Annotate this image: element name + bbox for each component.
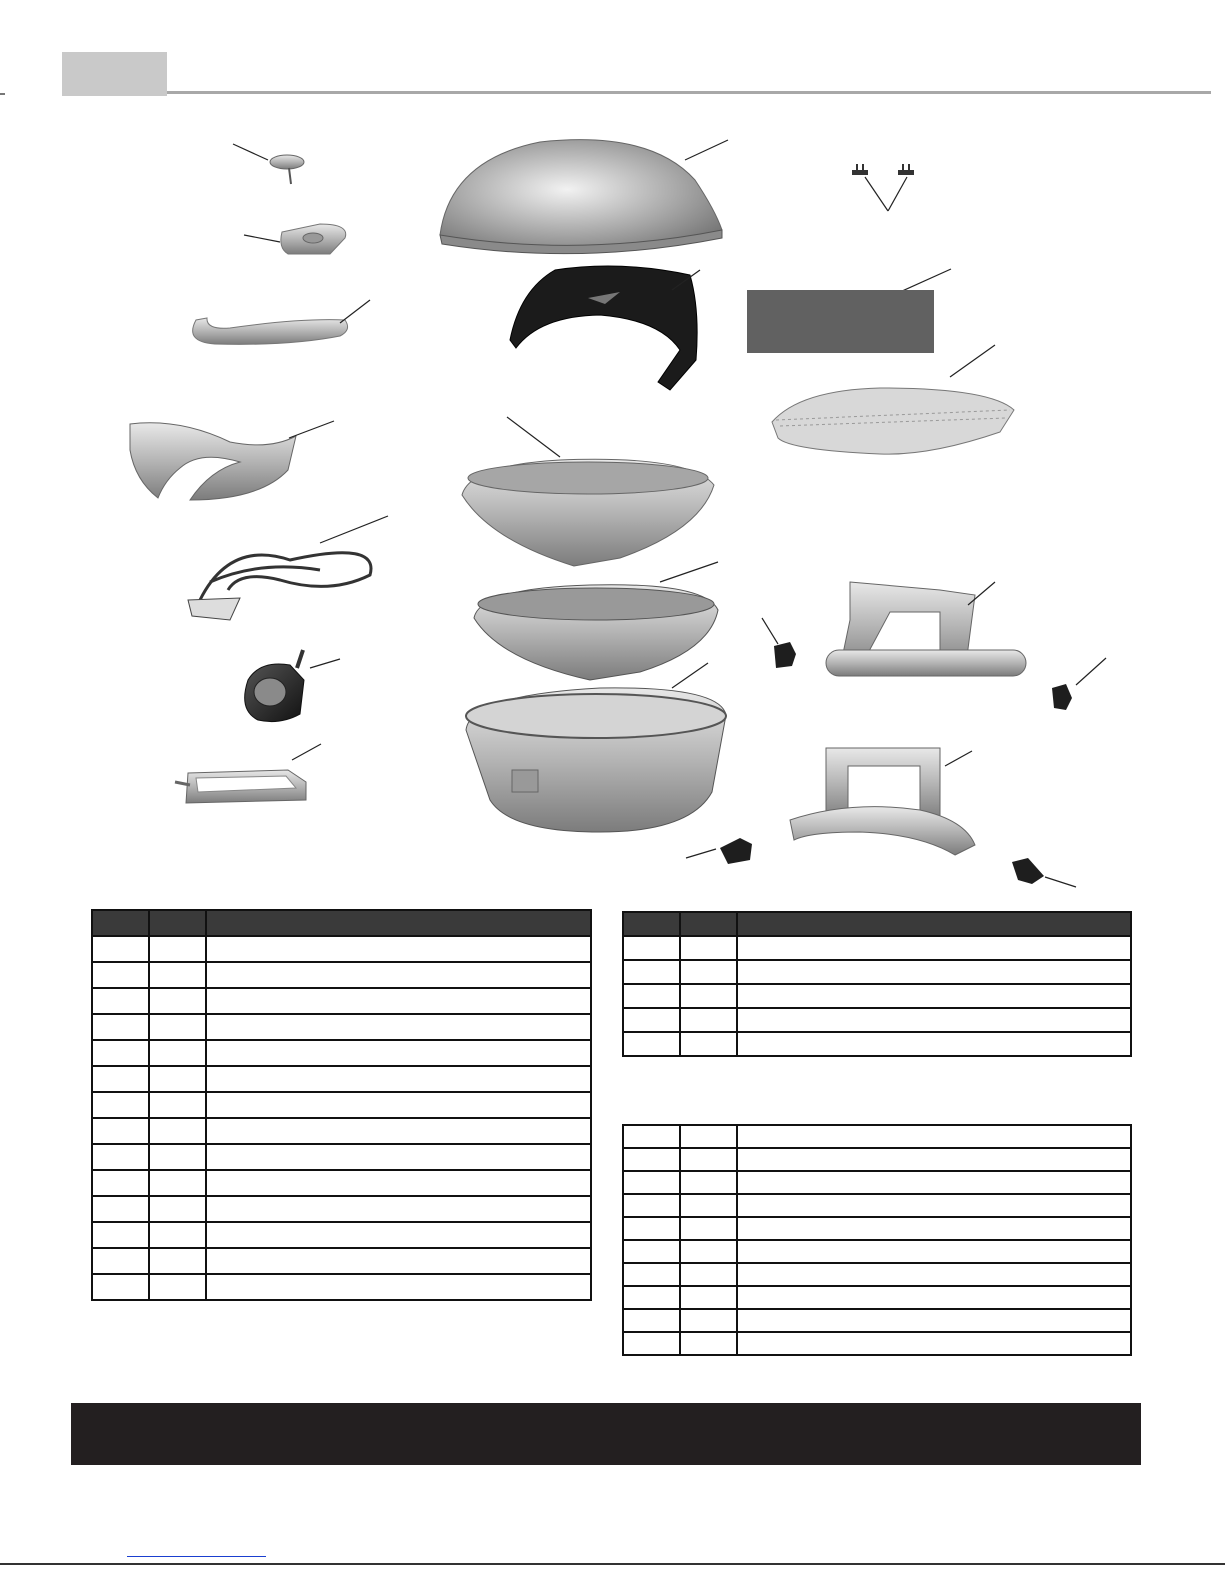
cell-key (92, 1144, 149, 1170)
cell-description (206, 1248, 591, 1274)
cell-description (737, 1148, 1131, 1171)
cell-qty (680, 1032, 737, 1056)
cell-description (737, 1171, 1131, 1194)
cell-qty (149, 1092, 206, 1118)
table-row (623, 1194, 1131, 1217)
footer-banner (71, 1403, 1141, 1465)
cell-key (92, 1248, 149, 1274)
table-row (92, 1118, 591, 1144)
cell-description (737, 984, 1131, 1008)
footer-link-underline[interactable] (127, 1556, 266, 1557)
cell-key (623, 984, 680, 1008)
cell-qty (149, 1118, 206, 1144)
parts-table-primary (91, 909, 592, 1301)
table-row (623, 1148, 1131, 1171)
cell-qty (149, 962, 206, 988)
table-row (623, 1263, 1131, 1286)
cell-key (623, 1194, 680, 1217)
cell-description (206, 936, 591, 962)
cell-description (737, 1286, 1131, 1309)
heating-element-icon (188, 516, 388, 620)
cell-qty (680, 1263, 737, 1286)
table-row (623, 1240, 1131, 1263)
cell-description (206, 1092, 591, 1118)
table-row (623, 1171, 1131, 1194)
table-row (623, 1032, 1131, 1056)
table-row (92, 1248, 591, 1274)
cell-description (737, 1240, 1131, 1263)
cell-key (92, 1118, 149, 1144)
cell-description (737, 1263, 1131, 1286)
cell-key (92, 1222, 149, 1248)
cell-description (737, 1194, 1131, 1217)
heat-shield-icon (510, 266, 700, 390)
cell-key (92, 1196, 149, 1222)
bottom-rule (0, 1563, 1225, 1565)
cell-description (206, 1170, 591, 1196)
cell-description (737, 1309, 1131, 1332)
table-row (92, 936, 591, 962)
table-row (92, 1014, 591, 1040)
cell-qty (149, 1196, 206, 1222)
cell-description (206, 1014, 591, 1040)
cell-description (737, 936, 1131, 960)
cell-key (92, 1014, 149, 1040)
cell-qty (149, 1170, 206, 1196)
cell-qty (149, 1144, 206, 1170)
table-row (92, 1144, 591, 1170)
col-header-key (92, 910, 149, 936)
callout-box (747, 290, 934, 353)
cell-key (623, 1125, 680, 1148)
cell-description (206, 1222, 591, 1248)
cell-key (623, 1008, 680, 1032)
cell-qty (149, 1066, 206, 1092)
cell-qty (149, 1274, 206, 1300)
leg-bracket-icon (826, 582, 1026, 676)
cell-key (623, 1263, 680, 1286)
cell-description (206, 1118, 591, 1144)
table-header-row (92, 910, 591, 936)
table-row (92, 1066, 591, 1092)
cell-key (623, 1217, 680, 1240)
knob-cap-icon (233, 144, 304, 184)
cell-key (92, 1274, 149, 1300)
cell-key (92, 936, 149, 962)
col-header-description (206, 910, 591, 936)
cell-description (206, 1040, 591, 1066)
cell-description (206, 962, 591, 988)
cell-qty (680, 960, 737, 984)
cell-key (623, 1240, 680, 1263)
col-header-qty (680, 912, 737, 936)
table-row (623, 960, 1131, 984)
header-rule (167, 91, 1211, 94)
cell-qty (149, 988, 206, 1014)
margin-tick (0, 93, 5, 95)
table-row (92, 1196, 591, 1222)
table-header-row (623, 912, 1131, 936)
cell-description (737, 960, 1131, 984)
leg-bracket-icon (790, 748, 975, 855)
table-row (92, 1274, 591, 1300)
cell-description (206, 1274, 591, 1300)
parts-table-secondary (622, 911, 1132, 1057)
cell-qty (149, 1040, 206, 1066)
table-row (92, 962, 591, 988)
bezel-icon (244, 224, 346, 254)
cell-qty (149, 1014, 206, 1040)
cell-key (92, 1170, 149, 1196)
shield-icon (130, 421, 334, 500)
cell-description (737, 1008, 1131, 1032)
col-header-qty (149, 910, 206, 936)
screw-icon (852, 164, 914, 211)
cell-qty (680, 1125, 737, 1148)
cell-qty (680, 1171, 737, 1194)
cell-description (737, 1125, 1131, 1148)
cell-description (737, 1032, 1131, 1056)
cell-description (206, 988, 591, 1014)
cell-description (206, 1144, 591, 1170)
cell-key (92, 1040, 149, 1066)
table-row (623, 1125, 1131, 1148)
cell-qty (680, 1286, 737, 1309)
inner-bowl-icon (474, 562, 718, 680)
cell-key (92, 962, 149, 988)
cell-qty (680, 1240, 737, 1263)
parts-table-tertiary (622, 1124, 1132, 1356)
cell-qty (680, 1194, 737, 1217)
cell-key (623, 1148, 680, 1171)
temperature-control-icon (245, 650, 340, 722)
cell-key (623, 1032, 680, 1056)
cell-key (92, 1066, 149, 1092)
col-header-description (737, 912, 1131, 936)
cell-key (623, 1309, 680, 1332)
table-row (623, 1008, 1131, 1032)
cell-description (206, 1066, 591, 1092)
exploded-parts-diagram (0, 120, 1225, 900)
cell-qty (680, 1008, 737, 1032)
table-row (623, 1286, 1131, 1309)
cell-key (92, 1092, 149, 1118)
cell-key (92, 988, 149, 1014)
cell-qty (680, 1309, 737, 1332)
table-row (623, 984, 1131, 1008)
cell-key (623, 936, 680, 960)
cell-qty (680, 936, 737, 960)
bowl-icon (466, 663, 726, 832)
col-header-key (623, 912, 680, 936)
cell-description (737, 1332, 1131, 1355)
cell-qty (680, 1217, 737, 1240)
cell-qty (680, 984, 737, 1008)
cell-key (623, 1171, 680, 1194)
table-row (92, 1092, 591, 1118)
handle-icon (193, 300, 370, 344)
table-row (623, 1217, 1131, 1240)
cell-qty (680, 1332, 737, 1355)
table-row (623, 1332, 1131, 1355)
table-row (92, 1040, 591, 1066)
table-row (92, 1222, 591, 1248)
grate-icon (772, 345, 1014, 454)
cell-description (206, 1196, 591, 1222)
cell-qty (149, 936, 206, 962)
lid-icon (440, 140, 728, 254)
end-cap-icon (686, 838, 1076, 887)
table-row (623, 1309, 1131, 1332)
cell-key (623, 1332, 680, 1355)
section-tab (62, 52, 167, 96)
table-row (92, 1170, 591, 1196)
table-row (92, 988, 591, 1014)
cell-qty (149, 1222, 206, 1248)
cell-description (737, 1217, 1131, 1240)
cell-qty (149, 1248, 206, 1274)
cell-key (623, 960, 680, 984)
cell-qty (680, 1148, 737, 1171)
cell-key (623, 1286, 680, 1309)
tray-icon (175, 744, 321, 803)
table-row (623, 936, 1131, 960)
reflector-icon (462, 417, 714, 566)
